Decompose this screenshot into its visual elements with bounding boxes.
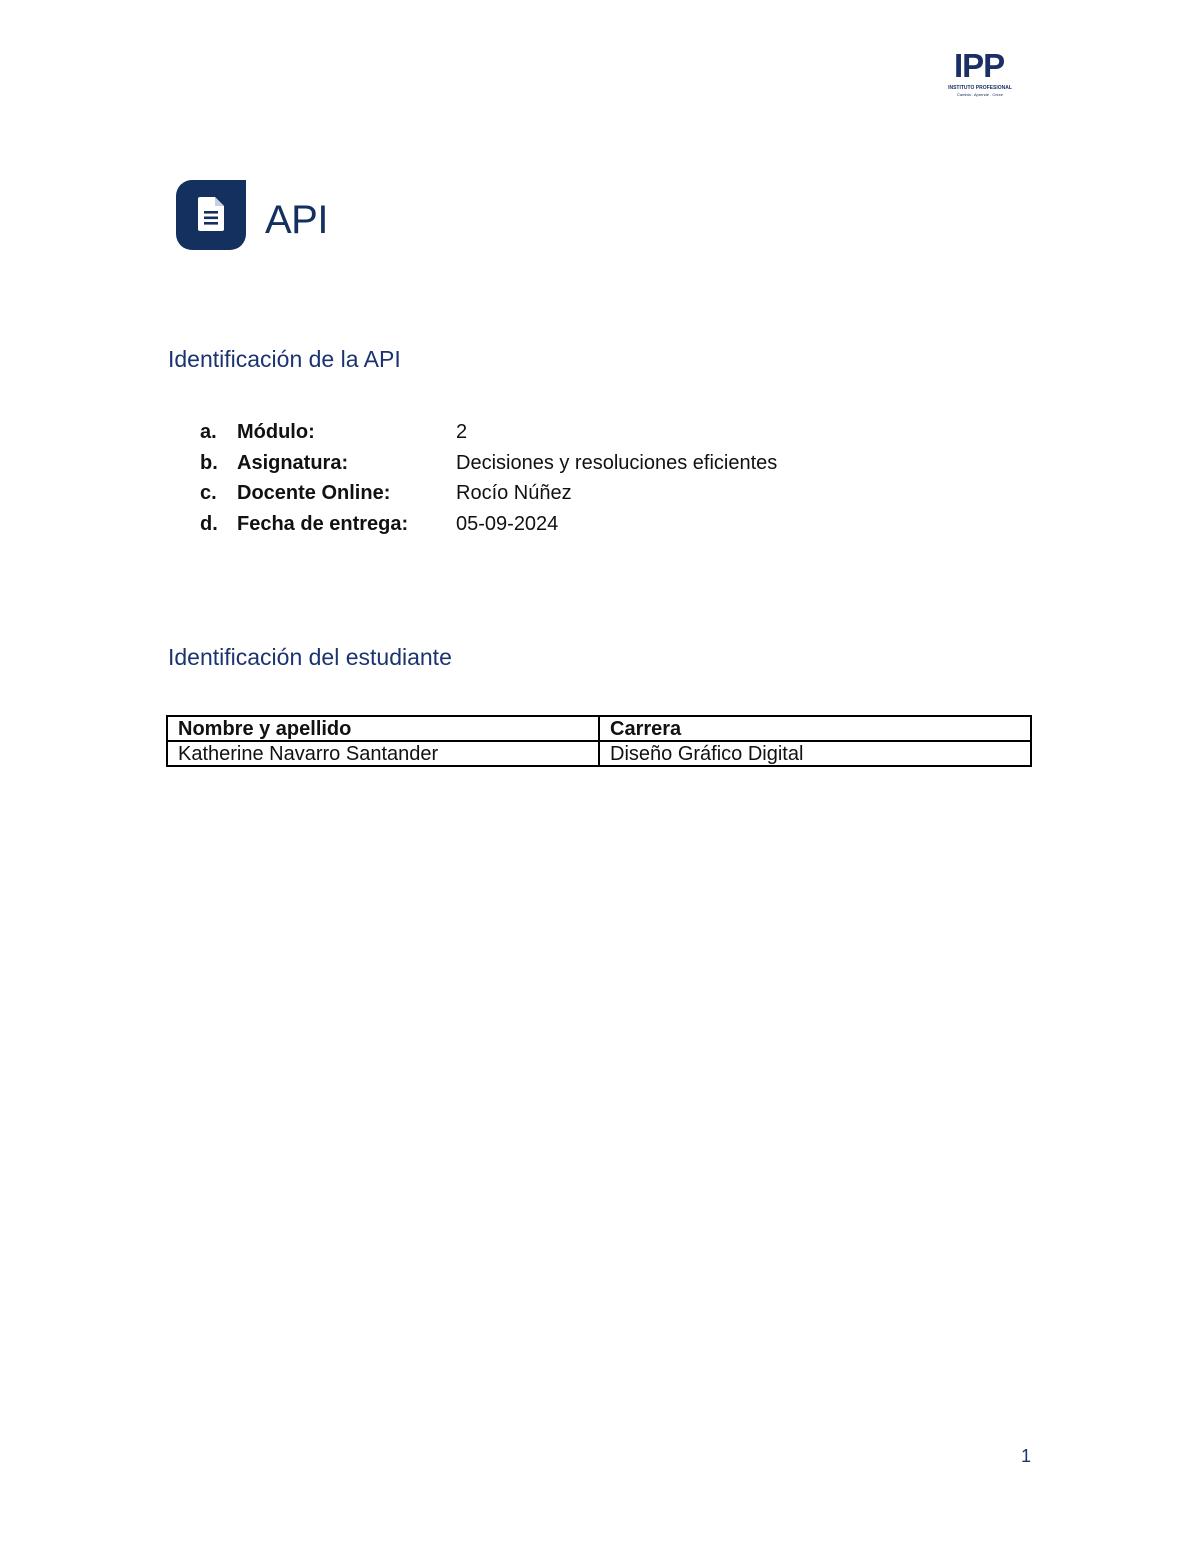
info-value: Decisiones y resoluciones eficientes [456,451,778,474]
logo-tagline: Cambia . Aprende . Crece [956,92,1004,97]
info-value: 2 [456,421,468,443]
document-icon [176,180,246,250]
document-glyph [198,197,224,231]
info-marker: a. [200,421,217,443]
info-label: Docente Online: [237,482,391,504]
table-header-career: Carrera [599,716,1031,741]
info-value: 05-09-2024 [456,512,559,535]
table-row [167,741,1031,766]
student-career-cell: Diseño Gráfico Digital [599,741,1031,766]
table-header-name: Nombre y apellido [167,716,599,741]
institution-logo [940,48,1020,100]
info-marker: c. [200,482,217,504]
info-label: Asignatura: [237,451,349,474]
page-number: 1 [1021,1446,1032,1466]
student-section-heading: Identificación del estudiante [168,644,452,670]
info-value: Rocío Núñez [456,482,572,504]
info-label: Fecha de entrega: [237,512,409,535]
api-section-heading: Identificación de la API [168,346,401,372]
logo-mark: IPP [954,47,1005,84]
student-table [166,715,1032,767]
info-label: Módulo: [237,421,315,443]
logo-subtitle: INSTITUTO PROFESIONAL [948,85,1012,91]
page-title: API [265,198,328,242]
info-marker: d. [200,512,218,535]
info-marker: b. [200,451,218,474]
table-header-row [167,716,1031,741]
student-name-cell: Katherine Navarro Santander [167,741,599,766]
